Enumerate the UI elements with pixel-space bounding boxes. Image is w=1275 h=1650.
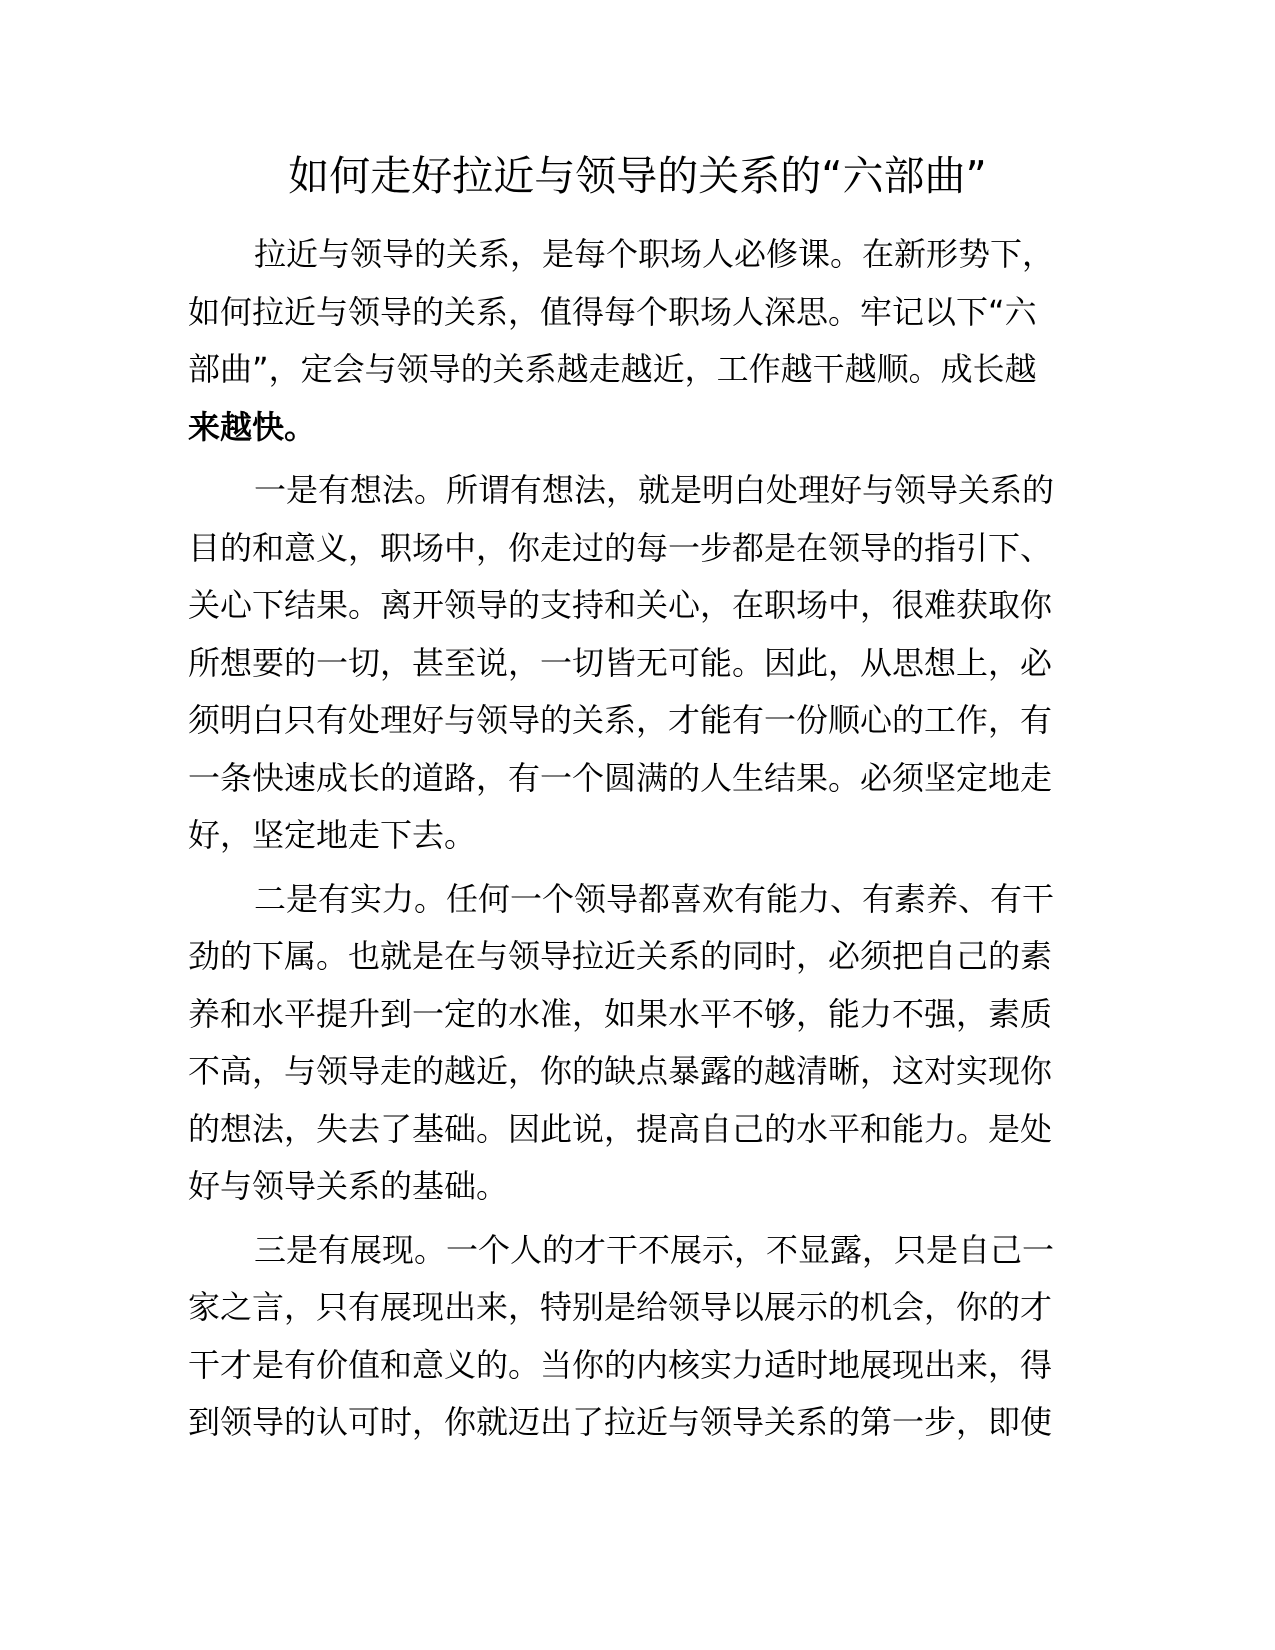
paragraph-line: 二是有实力。任何一个领导都喜欢有能力、有素养、有干 — [254, 879, 1055, 918]
paragraph-line: 三是有展现。一个人的才干不展示，不显露，只是自己一 — [254, 1230, 1055, 1269]
paragraph-line: 到领导的认可时，你就迈出了拉近与领导关系的第一步，即使 — [188, 1403, 1053, 1441]
paragraph-line: 劲的下属。也就是在与领导拉近关系的同时，必须把自己的素 — [188, 937, 1053, 975]
paragraph-line: 家之言，只有展现出来，特别是给领导以展示的机会，你的才 — [188, 1288, 1053, 1326]
paragraph-line: 须明白只有处理好与领导的关系，才能有一份顺心的工作，有 — [188, 701, 1053, 739]
paragraph-line: 拉近与领导的关系，是每个职场人必修课。在新形势下， — [254, 235, 1055, 273]
paragraph-line: 好与领导关系的基础。 — [188, 1167, 509, 1205]
paragraph-line: 所想要的一切，甚至说，一切皆无可能。因此，从思想上，必 — [188, 643, 1053, 682]
paragraph-line: 的想法，失去了基础。因此说，提高自己的水平和能力。是处 — [188, 1109, 1053, 1148]
paragraph-point-3 — [188, 1222, 1088, 1452]
paragraph-line: 如何拉近与领导的关系，值得每个职场人深思。牢记以下“六 — [188, 292, 1037, 331]
paragraph-point-2 — [188, 871, 1088, 1216]
paragraph-line: 一是有想法。所谓有想法，就是明白处理好与领导关系的 — [254, 471, 1055, 509]
paragraph-line: 关心下结果。离开领导的支持和关心，在职场中，很难获取你 — [188, 586, 1053, 624]
paragraph-line: 目的和意义，职场中，你走过的每一步都是在领导的指引下、 — [188, 528, 1053, 567]
paragraph-line: 养和水平提升到一定的水准，如果水平不够，能力不强，素质 — [188, 994, 1053, 1033]
paragraph-line: 不高，与领导走的越近，你的缺点暴露的越清晰，这对实现你 — [188, 1052, 1053, 1090]
paragraph-line: 部曲”，定会与领导的关系越走越近，工作越干越顺。成长越 — [188, 350, 1037, 388]
paragraph-line: 一条快速成长的道路，有一个圆满的人生结果。必须坚定地走 — [188, 758, 1053, 797]
document-title: 如何走好拉近与领导的关系的“六部曲” — [288, 152, 987, 200]
paragraph-intro — [188, 226, 1088, 456]
paragraph-line: 好，坚定地走下去。 — [188, 816, 477, 854]
paragraph-line: 来越快。 — [188, 407, 317, 446]
paragraph-point-1 — [188, 462, 1088, 865]
document-body — [188, 226, 1088, 1458]
paragraph-line: 干才是有价值和意义的。当你的内核实力适时地展现出来，得 — [188, 1345, 1053, 1384]
